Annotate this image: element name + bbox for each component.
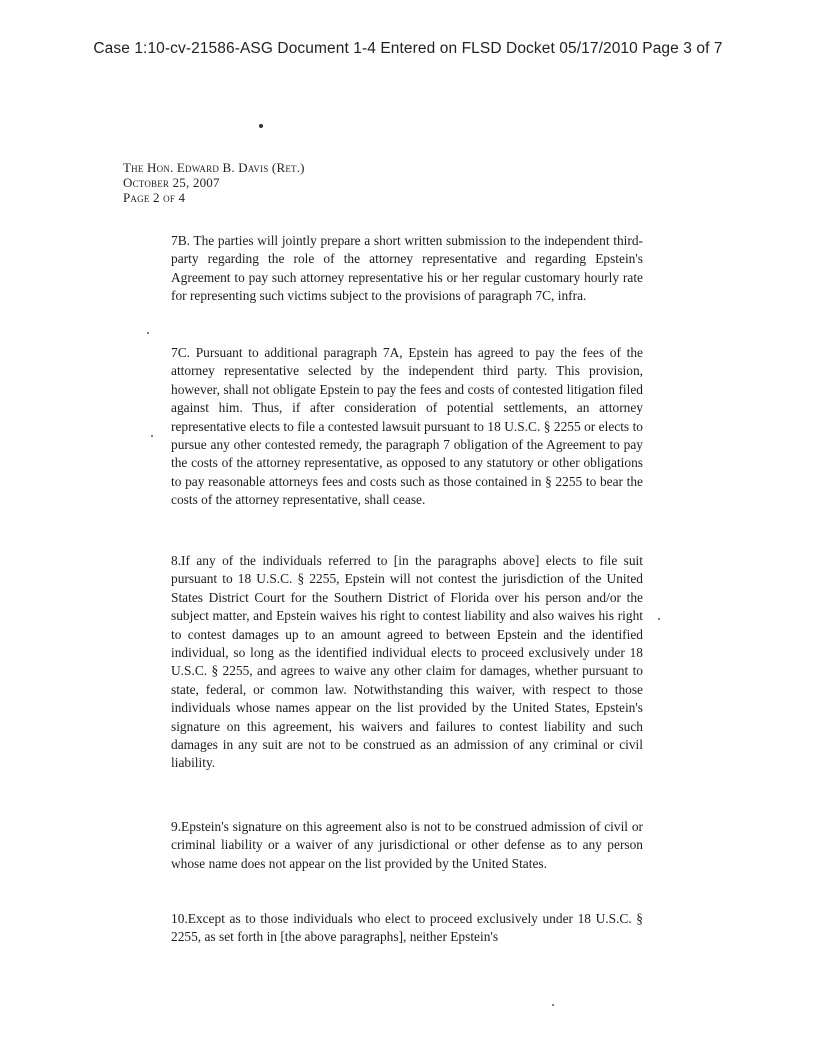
scan-speck	[552, 1004, 554, 1006]
letter-page-number: Page 2 of 4	[123, 190, 186, 205]
scan-speck	[658, 618, 660, 620]
paragraph-8: 8.If any of the individuals referred to [in the paragraphs above] elects to file suit pursuant to 18 U.S.C. § 2255, Epstein will not contest the jurisdiction of the United States District Court for the Southern District of Florida over his person and/or the subject matter, and Epstein waives his right to contest liability and also waives his right to contest damages up to an amount agreed to between Epstein and the identified individual, so long as the identified individual elects to proceed exclusively under 18 U.S.C. § 2255, and agrees to waive any other claim for damages, whether pursuant to state, federal, or common law. Notwithstanding this waiver, with respect to those individuals whose names appear on the list provided by the United States, Epstein's signature on this agreement, his waivers and failures to contest liability and such damages in any suit are not to be construed as an admission of any criminal or civil liability.	[171, 553, 643, 771]
scan-speck	[151, 435, 153, 437]
scan-speck	[259, 124, 263, 128]
addressee-line: The Hon. Edward B. Davis (Ret.)	[123, 160, 305, 175]
paragraph-7b: 7B. The parties will jointly prepare a short written submission to the independent third-party regarding the role of the attorney representative and regarding Epstein's Agreement to pay such attorney representative his or her regular customary hourly rate for representing such victims subject to the provisions of paragraph 7C, infra.	[171, 233, 643, 304]
paragraph-10: 10.Except as to those individuals who elect to proceed exclusively under 18 U.S.C. § 2255, as set forth in [the above paragraphs], neither Epstein's	[171, 911, 643, 945]
letter-page-header	[123, 160, 305, 205]
court-filing-header: Case 1:10-cv-21586-ASG Document 1-4 Entered on FLSD Docket 05/17/2010 Page 3 of 7	[93, 40, 723, 57]
letter-date: October 25, 2007	[123, 175, 220, 190]
paragraph-7c: 7C. Pursuant to additional paragraph 7A, Epstein has agreed to pay the fees of the attorney representative selected by the independent third party. This provision, however, shall not obligate Epstein to pay the fees and costs of contested litigation filed against him. Thus, if after consideration of potential settlements, an attorney representative elects to file a contested lawsuit pursuant to 18 U.S.C. § 2255 or elects to pursue any other contested remedy, the paragraph 7 obligation of the Agreement to pay the costs of the attorney representative, as opposed to any statutory or other obligations to pay reasonable attorneys fees and costs such as those contained in § 2255 to bear the costs of the attorney representative, shall cease.	[171, 345, 643, 508]
scan-speck	[147, 332, 149, 334]
paragraph-9: 9.Epstein's signature on this agreement also is not to be construed admission of civil or criminal liability or a waiver of any jurisdictional or other defense as to any person whose name does not appear on the list provided by the United States.	[171, 819, 643, 871]
